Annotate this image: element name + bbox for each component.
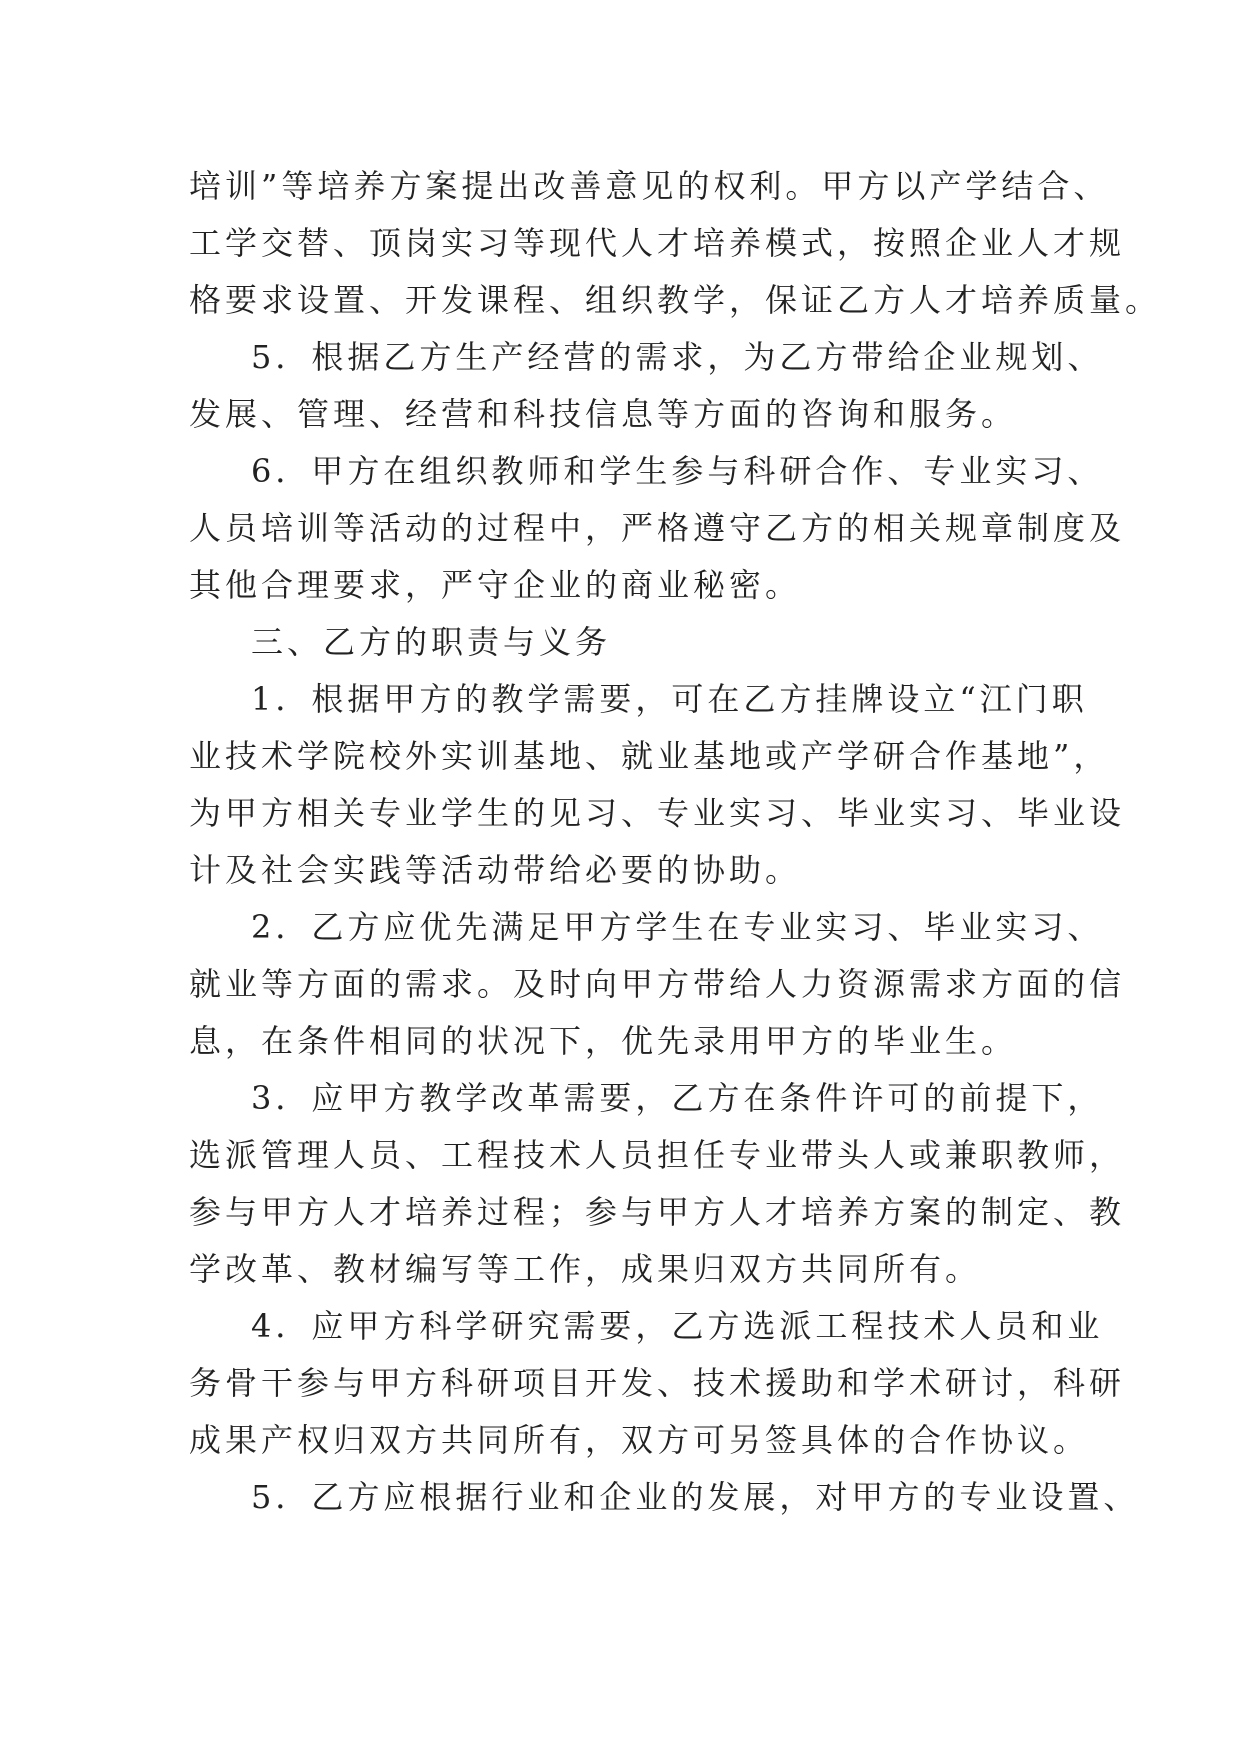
- text-line: 其他合理要求，严守企业的商业秘密。: [189, 566, 802, 604]
- text-line: 息，在条件相同的状况下，优先录用甲方的毕业生。: [189, 1022, 1018, 1060]
- text-line: 就业等方面的需求。及时向甲方带给人力资源需求方面的信: [189, 965, 1126, 1003]
- text-line: 学改革、教材编写等工作，成果归双方共同所有。: [189, 1250, 982, 1288]
- text-line: 为甲方相关专业学生的见习、专业实习、毕业实习、毕业设: [189, 794, 1126, 832]
- text-line: 参与甲方人才培养过程；参与甲方人才培养方案的制定、教: [189, 1193, 1126, 1231]
- text-line: 5．根据乙方生产经营的需求，为乙方带给企业规划、: [251, 338, 1104, 376]
- text-line: 5．乙方应根据行业和企业的发展，对甲方的专业设置、: [251, 1478, 1140, 1516]
- text-line: 工学交替、顶岗实习等现代人才培养模式，按照企业人才规: [189, 224, 1126, 262]
- section-heading: 三、乙方的职责与义务: [251, 623, 612, 661]
- text-line: 1．根据甲方的教学需要，可在乙方挂牌设立“江门职: [251, 680, 1088, 718]
- text-line: 4．应甲方科学研究需要，乙方选派工程技术人员和业: [251, 1307, 1104, 1345]
- text-line: 成果产权归双方共同所有，双方可另签具体的合作协议。: [189, 1421, 1090, 1459]
- text-line: 格要求设置、开发课程、组织教学，保证乙方人才培养质量。: [189, 281, 1162, 319]
- text-line: 发展、管理、经营和科技信息等方面的咨询和服务。: [189, 395, 1018, 433]
- text-line: 6．甲方在组织教师和学生参与科研合作、专业实习、: [251, 452, 1104, 490]
- text-line: 3．应甲方教学改革需要，乙方在条件许可的前提下，: [251, 1079, 1104, 1117]
- text-line: 人员培训等活动的过程中，严格遵守乙方的相关规章制度及: [189, 509, 1126, 547]
- text-line: 选派管理人员、工程技术人员担任专业带头人或兼职教师，: [189, 1136, 1126, 1174]
- text-line: 业技术学院校外实训基地、就业基地或产学研合作基地”，: [189, 737, 1110, 775]
- text-line: 培训”等培养方案提出改善意见的权利。甲方以产学结合、: [189, 167, 1110, 205]
- text-line: 2．乙方应优先满足甲方学生在专业实习、毕业实习、: [251, 908, 1104, 946]
- text-line: 务骨干参与甲方科研项目开发、技术援助和学术研讨，科研: [189, 1364, 1126, 1402]
- text-line: 计及社会实践等活动带给必要的协助。: [189, 851, 802, 889]
